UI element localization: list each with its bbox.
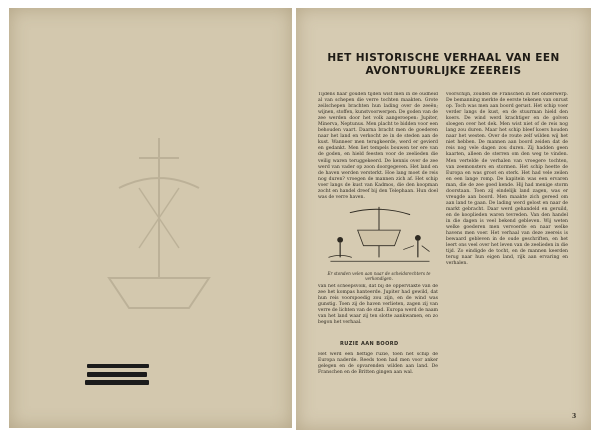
page-number: 3 [572, 413, 577, 420]
left-column-after-text: Het werd een heftige ruzie, toen het schip de Europa naderde. Reeds toen had men voor anker gelegen en de opvarenden wilden aan land. De Franschen en de Britten gingen aan wal. [318, 352, 438, 376]
redaction-bar-2 [87, 372, 147, 377]
ship-illustration [320, 201, 438, 269]
redaction-bar-3 [85, 380, 149, 385]
left-column-bottom-text: van het scheepsvolk, dat bij de oppervlakte van de zee het kompas hanteerde. Jupiter had gewild, dat hun reis voorspoedig zou zijn, en de wind was gunstig. Toen zij de haven verlieten, zagen zij van verre de lichten van de stad. Europa werd de naam van het land waar zij ten slotte aankwamen, en zo begon het verhaal. [318, 284, 438, 326]
redaction-bar-1 [87, 364, 149, 368]
left-column-top-text: Tijdens haar gouden tijden wist men in de oudheid al van schepen die verre tochten maakten. Grote zeilschepen brachten hun lading over de zeeën; wijnen, stoffen, kunstvoorwerpen. De goden van de zee werden door het volk aangeroepen: Jupiter, Minerva, Neptunus. Men placht te bidden voor een behouden vaart. Daarna bracht men de goederen naar het land en verkocht ze in de steden aan de kust. Wanneer men terugkeerde, werd er gevierd en gedankt. Men liet tempels bouwen ter ere van de goden, en hield feesten voor de zeelieden die veilig waren teruggekeerd. De kennis over de zee werd van vader op zoon doorgegeven. Het land en de haven werden versterkt. Hoe lang moet de reis nog duren? vroegen de mannen zich af. Het schip voer langs de kust van Kadmos, die den koopman zocht en handel dreef bij den Telephaan. Hun doel was de verre haven. [318, 92, 438, 200]
headline-line-2: AVONTUURLIJKE ZEEREIS [365, 65, 522, 77]
section-subhead: RUZIE AAN BOORD [340, 341, 399, 347]
right-page [296, 8, 591, 430]
right-column [446, 92, 568, 408]
left-column-bottom [318, 284, 438, 336]
headline-line-1: HET HISTORISCHE VERHAAL VAN EEN [327, 52, 560, 64]
right-column-text: voorschijn, zouden de Franschen in het onderwerp. De bemanning merkte de eerste tekenen van onrust op. Toch was men aan boord gerust. Het schip voer verder langs de kust, en de stuurman hield den koers. De wind werd krachtiger en de golven sloegen over het dek. Men wist niet of de reis nog lang zou duren. Maar het schip bleef koers houden naar het westen. Over de route zelf wilden wij het niet hebben. De mannen aan boord zeiden dat de reis nog vele dagen zou duren. Zij hadden geen kaarten, alleen de sterren om den weg te vinden. Men vertelde de verhalen van vroegere tochten, van zeemonsters en stormen. Het schip heette de Europa en was groot en sterk. Het had vele zeilen en een lange romp. De kapitein was een ervaren man, die de zee goed kende. Hij had menige storm doorstaan. Toen zij eindelijk land zagen, was er vreugde aan boord. Men maakte zich gereed om aan land te gaan. De lading werd gelost en naar de markt gebracht. Daar werd gehandeld en geruild, en de kooplieden waren tevreden. Van den handel in die dagen is veel bekend gebleven. Wij weten welke goederen men vervoerde en naar welke havens men voer. Het verhaal van deze zeereis is bewaard gebleven in de oude geschriften, en het leert ons veel over het leven van de zeelieden in die tijd. Zo eindigde de tocht, en de mannen keerden terug naar hun eigen land, rijk aan ervaring en verhalen. [446, 92, 568, 267]
show-through-illustration [79, 128, 239, 328]
left-page [9, 8, 292, 428]
illustration-caption: Er stonden velen aan naar de scheidsrechters te verkondigen. [327, 271, 431, 281]
left-column-after [318, 352, 438, 404]
